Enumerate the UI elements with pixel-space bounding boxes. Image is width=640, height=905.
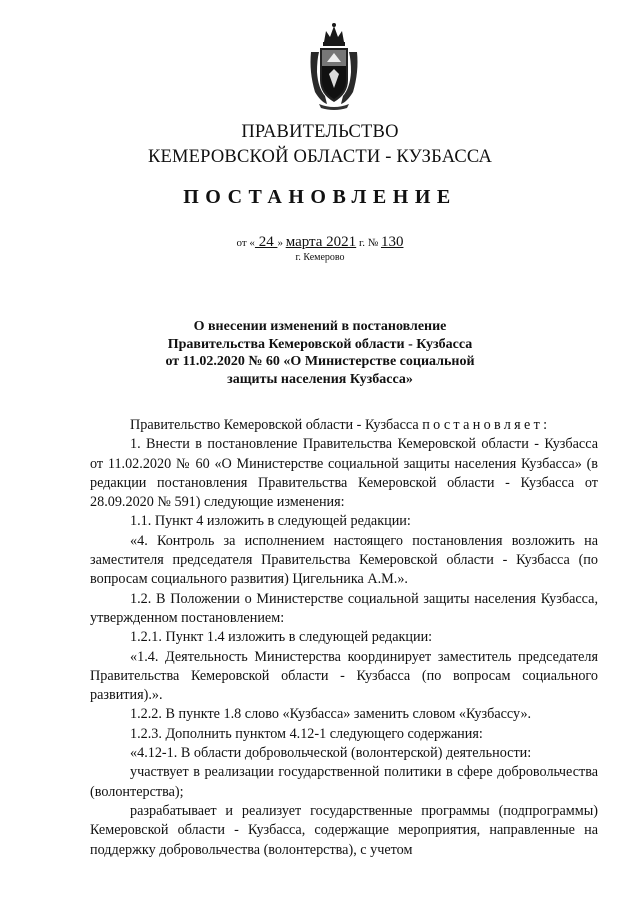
date-number-line: [0, 234, 640, 251]
date-prefix: от «: [236, 237, 255, 249]
subject-line: защиты населения Кузбасса»: [227, 371, 413, 387]
decree-body: [90, 416, 598, 860]
paragraph: разрабатывает и реализует государственные программы (подпрограммы) Кемеровской области - Кузбасса, содержащие мероприятия, направленные на поддержку добровольчества (волонтерства), с учетом: [90, 802, 598, 858]
paragraph: 1.2. В Положении о Министерстве социальной защиты населения Кузбасса, утвержденном постановлением:: [90, 590, 598, 626]
subject-line: О внесении изменений в постановление: [193, 319, 447, 334]
document-type-title: ПОСТАНОВЛЕНИЕ: [183, 186, 457, 208]
paragraph-preamble: [90, 416, 598, 435]
paragraph: 1.2.3. Дополнить пунктом 4.12-1 следующего содержания:: [130, 725, 483, 742]
government-title-line1: ПРАВИТЕЛЬСТВО: [241, 122, 399, 142]
paragraph: «4.12-1. В области добровольческой (волонтерской) деятельности:: [130, 745, 532, 762]
paragraph: «4. Контроль за исполнением настоящего постановления возложить на заместителя председателя Правительства Кемеровской области - Кузбасса (по вопросам социального развития) Цигельника А.М.».: [90, 532, 598, 588]
document-number: 130: [380, 234, 404, 250]
government-title-line2: КЕМЕРОВСКОЙ ОБЛАСТИ - КУЗБАССА: [147, 147, 493, 167]
preamble-text: Правительство Кемеровской области - Кузбасса: [130, 417, 423, 433]
date-suffix: г. №: [356, 237, 381, 249]
paragraph: 1.2.1. Пункт 1.4 изложить в следующей редакции:: [130, 629, 433, 646]
paragraph: «1.4. Деятельность Министерства координирует заместитель председателя Правительства Кемеровской области - Кузбасса (по вопросам социального развития).».: [90, 648, 598, 704]
paragraph: участвует в реализации государственной политики в сфере добровольчества (волонтерства);: [90, 764, 598, 800]
date-day: 24: [254, 234, 278, 250]
subject-line: от 11.02.2020 № 60 «О Министерстве социальной: [165, 354, 475, 369]
date-month-year: марта 2021: [285, 234, 357, 250]
paragraph: 1.2.2. В пункте 1.8 слово «Кузбасса» заменить словом «Кузбассу».: [130, 706, 532, 723]
date-mid: »: [277, 237, 286, 249]
subject-line: Правительства Кемеровской области - Кузбасса: [167, 336, 473, 352]
decree-subject: [130, 318, 510, 388]
place-of-issue: г. Кемерово: [295, 252, 345, 263]
paragraph: 1.1. Пункт 4 изложить в следующей редакции:: [130, 513, 411, 530]
preamble-verb: постановляет:: [422, 417, 551, 433]
coat-of-arms-emblem: [307, 22, 361, 110]
paragraph: 1. Внести в постановление Правительства Кемеровской области - Кузбасса от 11.02.2020 № 60 «О Министерстве социальной защиты населения Кузбасса» (в редакции постановления Правительства Кемеровской области - Кузбасса от 28.09.2020 № 591) следующие изменения:: [90, 436, 598, 511]
